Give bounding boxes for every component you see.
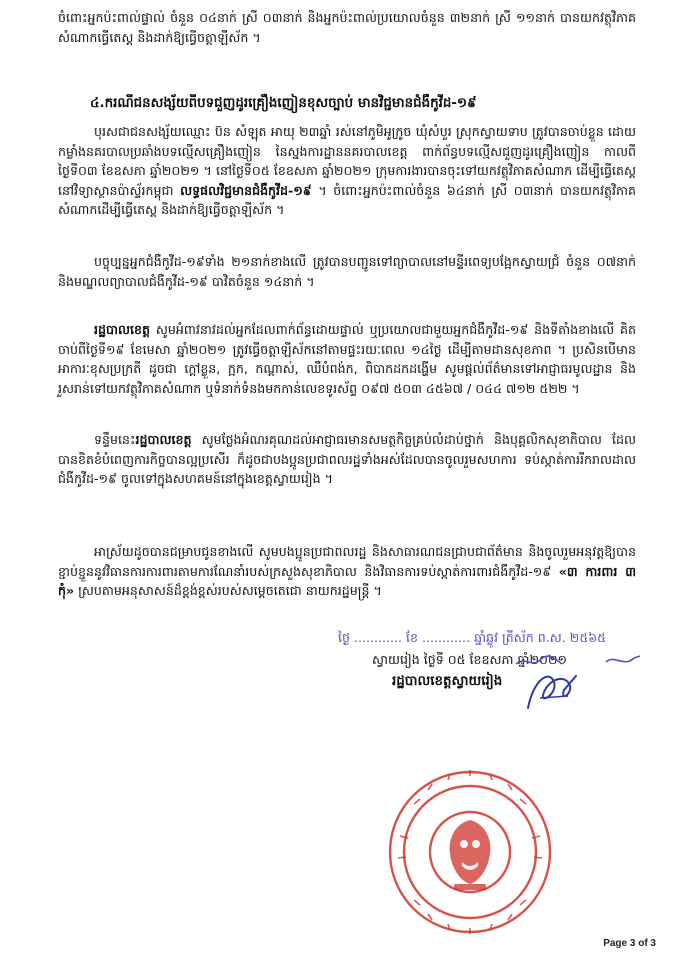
paragraph-text: សូមអំពាវនាវដល់អ្នកដែលពាក់ព័ន្ធដោយផ្ទាល់ ឬប្រយោលជាមួយអ្នកជំងឺកូវីដ-១៩ និងទីតាំងខាងលើ គិតចាប់ពីថ្ងៃទី១៩ ខែមេសា ឆ្នាំ២០២១ ត្រូវធ្វើចត្តាឡីស័កនៅតាមផ្ទះរយៈពេល ១៤ថ្ងៃ ដើម្បីតាមដានសុខភាព ។ ប្រសិនបើមានអាការៈខុសប្រក្រតី ដូចជា ក្តៅខ្លួន, ក្អក, កណ្តាស់, ឈឺបំពង់ក, ពិបាកដកដង្ហើម សូមផ្តល់ព័ត៌មានទៅអាជ្ញាធរមូលដ្ឋាន និងរួសរាន់ទៅយកវត្ថុវិភាគសំណាក ឬទំនាក់ទំនងមកកាន់លេខទូរស័ព្ទ ០៩៧ ៥០៣ ៤៥៦៧ / ០៤៤ ៧១២ ៥២២ ។ (58, 322, 636, 396)
paragraph-current-patients (58, 252, 636, 291)
paragraph-contacts-summary (58, 8, 636, 47)
provincial-administration-label: រដ្ឋបាលខេត្ត (94, 322, 150, 337)
section-heading-case-4: ៤.ករណីជនសង្ស័យពីបទជួញដូរគ្រឿងញៀនខុសច្បាប់ មានវិជ្ជមានជំងឺកូវីដ-១៩ (90, 96, 477, 111)
paragraph-text: សូមថ្លែងអំណរគុណដល់អាជ្ញាធរមានសមត្ថកិច្ចគ្រប់លំដាប់ថ្នាក់ និងបុគ្គលិកសុខាភិបាល ដែលបានខិតខំបំពេញការកិច្ចបានល្អប្រសើរ ក៏ដូចជាបងប្អូនប្រជាពលរដ្ឋទាំងអស់ដែលបានចូលរួមសហការ ទប់ស្កាត់ការរីករាលដាលជំងឺកូវីដ-១៩ ចូលទៅក្នុងសហគមន៍នៅក្នុងខេត្តស្វាយរៀង ។ (58, 432, 636, 486)
paragraph-text: បច្ចុប្បន្នអ្នកជំងឺកូវីដ-១៩ទាំង ២១នាក់ខាងលើ ត្រូវបានបញ្ជូនទៅព្យាបាលនៅមន្ទីរពេទ្យបង្អែកស្វាយជ្រំ ចំនួន ០៧នាក់ និងមណ្ឌលព្យាបាលជំងឺកូវីដ-១៩ បាវិតចំនួន ១៤នាក់ ។ (58, 254, 636, 289)
paragraph-text: ចំពោះអ្នកប៉ះពាល់ផ្ទាល់ ចំនួន ០៤នាក់ ស្រី ០៣នាក់ និងអ្នកប៉ះពាល់ប្រយោលចំនួន ៣២នាក់ ស្រី ១១នាក់ បានយកវត្ថុវិភាគសំណាកធ្វើតេស្ត និងដាក់ឱ្យធ្វើចត្តាឡីស័ក ។ (58, 10, 636, 45)
official-seal-icon (384, 766, 556, 938)
paragraph-gratitude (58, 430, 636, 489)
paragraph-case-description (58, 122, 636, 220)
paragraph-text: ស្របតាមអនុសាសន៍ដ៏ខ្ពង់ខ្ពស់របស់សម្តេចតេជោ នាយករដ្ឋមន្ត្រី ។ (74, 583, 382, 598)
paragraph-text: ។ ចំពោះអ្នកប៉ះពាល់ចំនួន ៦៤នាក់ ស្រី ០៣នាក់ បានយកវត្ថុវិភាគសំណាកដើម្បីធ្វើតេស្ត និងដាក់ឱ្យធ្វើចត្តាឡីស័ក ។ (58, 182, 636, 217)
paragraph-conclusion (58, 542, 636, 601)
page-number: Page 3 of 3 (603, 938, 656, 949)
paragraph-text: អាស្រ័យដូចបានជម្រាបជូនខាងលើ សូមបងប្អូនប្រជាពលរដ្ឋ និងសាធារណជនជ្រាបជាព័ត៌មាន និងចូលរួមអនុវត្តឱ្យបានខ្ជាប់ខ្ជួននូវវិធានការការពារតាមការណែនាំរបស់ក្រសួងសុខាភិបាល និងវិធានការទប់ស្កាត់ការពារជំងឺកូវីដ-១៩ (58, 544, 636, 579)
provincial-administration-label: រដ្ឋបាលខេត្ត (135, 432, 192, 447)
lunar-date-line: ថ្ងៃ ............ ខែ ............ ឆ្នាំឆ្លូវ ត្រីស័ក ព.ស. ២៥៦៥ (338, 630, 607, 645)
paragraph-text: ទន្ទឹមនេះ (94, 432, 136, 447)
handwritten-signature-icon (520, 668, 580, 718)
location-date-line: ស្វាយរៀង ថ្ងៃទី ០៥ ខែឧសភា ឆ្នាំ២០២១ (372, 652, 568, 667)
slogan-text: «៣ ការពារ ៣ កុំ» (58, 563, 636, 598)
paragraph-text: បុរសជាជនសង្ស័យឈ្មោះ ប៊ន សំឡុត អាយុ ២៣ឆ្នាំ រស់នៅភូមិអូក្រូច ឃុំសំបួរ ស្រុកស្វាយទាប ត្រូវបានចាប់ខ្លួន ដោយកម្លាំងនគរបាលប្រឆាំងបទល្មើសគ្រឿងញៀន នៃស្នងការដ្ឋាននគរបាលខេត្ត ពាក់ព័ន្ធបទល្មើសជួញដូរគ្រឿងញៀន កាលពីថ្ងៃទី០៣ ខែឧសភា ឆ្នាំ២០២១ ។ នៅថ្ងៃទី០៥ ខែឧសភា ឆ្នាំ២០២១ ក្រុមការងារបានចុះទៅយកវត្ថុវិភាគសំណាក ដើម្បីធ្វើតេស្តនៅវិទ្យាស្ថានប៉ាស្ទ័រកម្ពុជា (58, 124, 636, 198)
paragraph-appeal (58, 320, 636, 398)
positive-result-text: លទ្ធផលវិជ្ជមានជំងឺកូវីដ-១៩ (180, 182, 312, 198)
signing-authority: រដ្ឋបាលខេត្តស្វាយរៀង (392, 674, 503, 689)
